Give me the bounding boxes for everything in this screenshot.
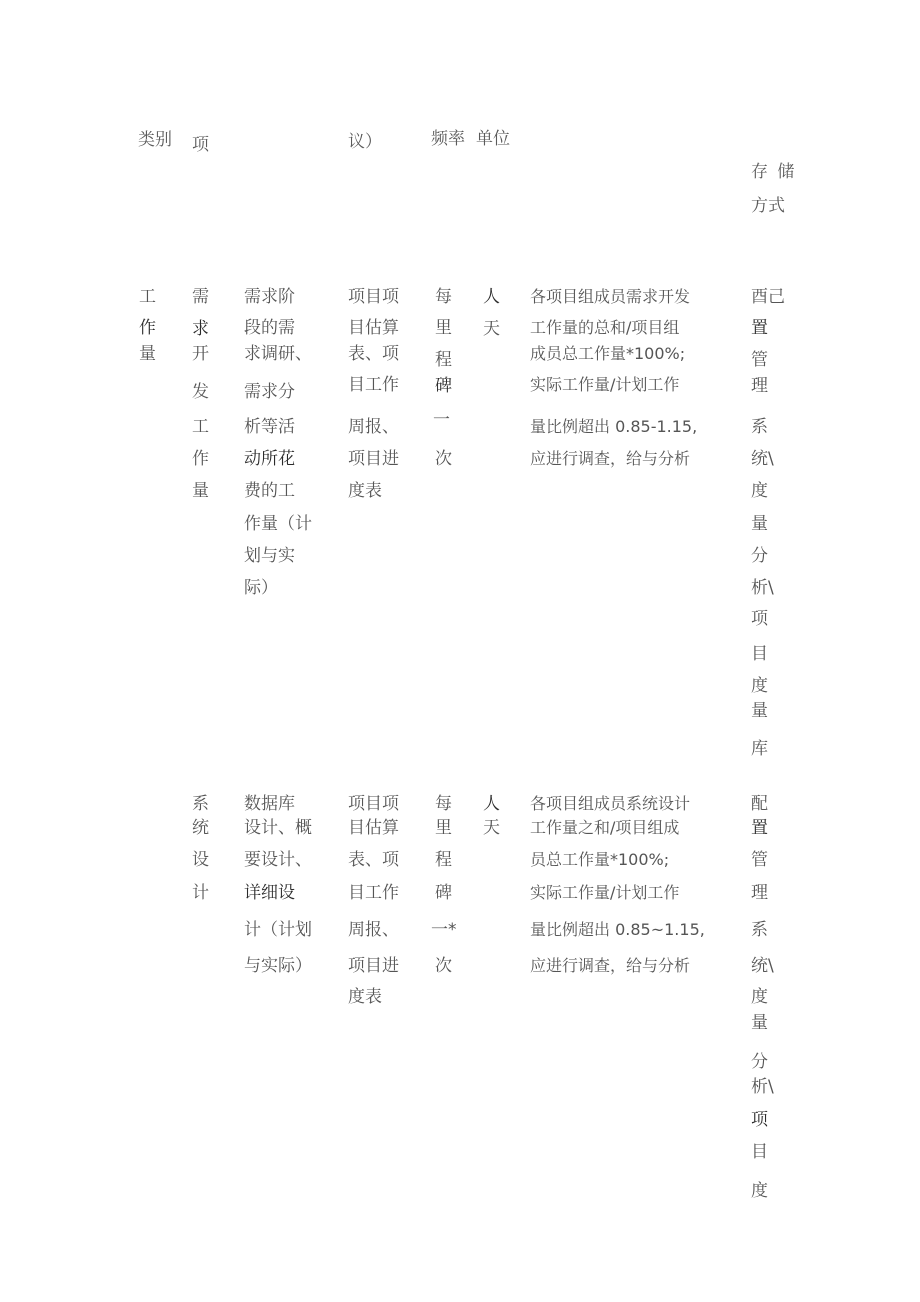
row-storage: 理 xyxy=(751,883,768,903)
row-definition: 际） xyxy=(244,578,278,598)
row-formula: 员总工作量*100%; xyxy=(530,850,670,869)
row-storage: 度 xyxy=(751,1181,768,1201)
row-definition: 与实际） xyxy=(244,956,312,976)
row-definition: 设计、概 xyxy=(244,818,312,838)
row-storage: 统\ xyxy=(751,449,774,469)
header-storage: 存 储 xyxy=(751,162,797,182)
row-storage: 量 xyxy=(751,701,768,721)
row-formula: 实际工作量/计划工作 xyxy=(530,883,680,902)
row-formula: 量比例超出 0.85~1.15, xyxy=(530,920,705,939)
row-item: 统 xyxy=(192,818,209,838)
row-storage: 置 xyxy=(751,818,768,838)
row-frequency: 次 xyxy=(435,956,452,976)
row-formula: 量比例超出 0.85-1.15, xyxy=(530,417,698,436)
row-storage: 度 xyxy=(751,481,768,501)
row-storage: 置 xyxy=(751,318,768,338)
row-storage: 项 xyxy=(751,609,768,629)
row-definition: 需求分 xyxy=(244,382,295,402)
header-unit: 单位 xyxy=(476,129,510,149)
row-storage: 析\ xyxy=(751,578,774,598)
row-item: 发 xyxy=(192,382,209,402)
row-definition: 划与实 xyxy=(244,546,295,566)
row-source: 表、项 xyxy=(348,850,399,870)
row-item: 需 xyxy=(192,287,209,307)
row-formula: 成员总工作量*100%; xyxy=(530,344,686,363)
header-frequency: 频率 xyxy=(431,129,465,149)
row-source: 目工作 xyxy=(348,883,399,903)
row-unit: 人 xyxy=(483,794,500,814)
header-category: 类别 xyxy=(138,130,172,150)
row-storage: 度 xyxy=(751,676,768,696)
row-definition: 详细设 xyxy=(244,883,295,903)
row-category: 量 xyxy=(139,344,156,364)
row-unit: 天 xyxy=(483,319,500,339)
row-definition: 动所花 xyxy=(244,449,295,469)
header-item: 项 xyxy=(192,135,209,155)
row-category: 工 xyxy=(139,287,156,307)
row-frequency: 程 xyxy=(435,350,452,370)
row-item: 求 xyxy=(192,319,209,339)
row-formula: 工作量的总和/项目组 xyxy=(530,318,680,337)
row-storage: 库 xyxy=(751,739,768,759)
row-storage: 系 xyxy=(751,920,768,940)
row-frequency: 碑 xyxy=(435,883,452,903)
row-definition: 段的需 xyxy=(244,318,295,338)
row-item: 设 xyxy=(192,850,209,870)
row-source: 目估算 xyxy=(348,818,399,838)
row-unit: 天 xyxy=(483,818,500,838)
row-definition: 数据库 xyxy=(244,794,295,814)
row-formula: 应进行调查，给与分析 xyxy=(530,956,691,975)
row-source: 度表 xyxy=(348,987,382,1007)
row-source: 周报、 xyxy=(348,417,399,437)
row-frequency: 每 xyxy=(435,287,452,307)
row-storage: 配 xyxy=(751,794,768,814)
row-unit: 人 xyxy=(483,287,500,307)
header-suggestion-tail: 议） xyxy=(348,132,382,152)
row-frequency: 碑 xyxy=(435,376,452,396)
row-item: 计 xyxy=(192,883,209,903)
row-storage: 理 xyxy=(751,376,768,396)
row-source: 目估算 xyxy=(348,318,399,338)
row-item: 开 xyxy=(192,344,209,364)
row-frequency: 里 xyxy=(435,318,452,338)
row-category: 作 xyxy=(139,318,156,338)
row-frequency: 里 xyxy=(435,818,452,838)
header-storage: 方式 xyxy=(751,196,785,216)
row-definition: 求调研、 xyxy=(244,344,312,364)
row-formula: 各项目组成员需求开发 xyxy=(530,287,691,306)
row-source: 周报、 xyxy=(348,920,399,940)
row-source: 表、项 xyxy=(348,344,399,364)
row-storage: 分 xyxy=(751,1052,768,1072)
row-item: 量 xyxy=(192,481,209,501)
row-definition: 作量（计 xyxy=(244,514,312,534)
row-frequency: 每 xyxy=(435,794,452,814)
row-storage: 管 xyxy=(751,850,768,870)
row-item: 系 xyxy=(192,794,209,814)
row-formula: 实际工作量/计划工作 xyxy=(530,375,680,394)
row-definition: 析等活 xyxy=(244,417,295,437)
row-definition: 费的工 xyxy=(244,481,295,501)
row-storage: 项 xyxy=(751,1110,768,1130)
row-source: 项目进 xyxy=(348,449,399,469)
row-storage: 系 xyxy=(751,417,768,437)
row-item: 作 xyxy=(192,449,209,469)
row-storage: 分 xyxy=(751,546,768,566)
row-storage: 目 xyxy=(751,1142,768,1162)
row-source: 项目进 xyxy=(348,956,399,976)
row-formula: 各项目组成员系统设计 xyxy=(530,794,691,813)
row-storage: 酉己 xyxy=(751,287,785,307)
row-storage: 量 xyxy=(751,514,768,534)
row-formula: 工作量之和/项目组成 xyxy=(530,818,680,837)
row-frequency: 一 xyxy=(433,410,450,430)
row-frequency: 一* xyxy=(431,920,457,940)
row-definition: 要设计、 xyxy=(244,850,312,870)
row-storage: 析\ xyxy=(751,1077,774,1097)
row-definition: 需求阶 xyxy=(244,287,295,307)
row-storage: 管 xyxy=(751,350,768,370)
row-item: 工 xyxy=(192,417,209,437)
row-storage: 统\ xyxy=(751,956,774,976)
row-storage: 量 xyxy=(751,1013,768,1033)
row-storage: 目 xyxy=(751,644,768,664)
row-frequency: 次 xyxy=(435,449,452,469)
row-definition: 计（计划 xyxy=(244,920,312,940)
row-source: 项目项 xyxy=(348,287,399,307)
row-source: 度表 xyxy=(348,481,382,501)
row-source: 目工作 xyxy=(348,375,399,395)
row-source: 项目项 xyxy=(348,794,399,814)
row-storage: 度 xyxy=(751,987,768,1007)
row-frequency: 程 xyxy=(435,850,452,870)
row-formula: 应进行调查，给与分析 xyxy=(530,449,691,468)
